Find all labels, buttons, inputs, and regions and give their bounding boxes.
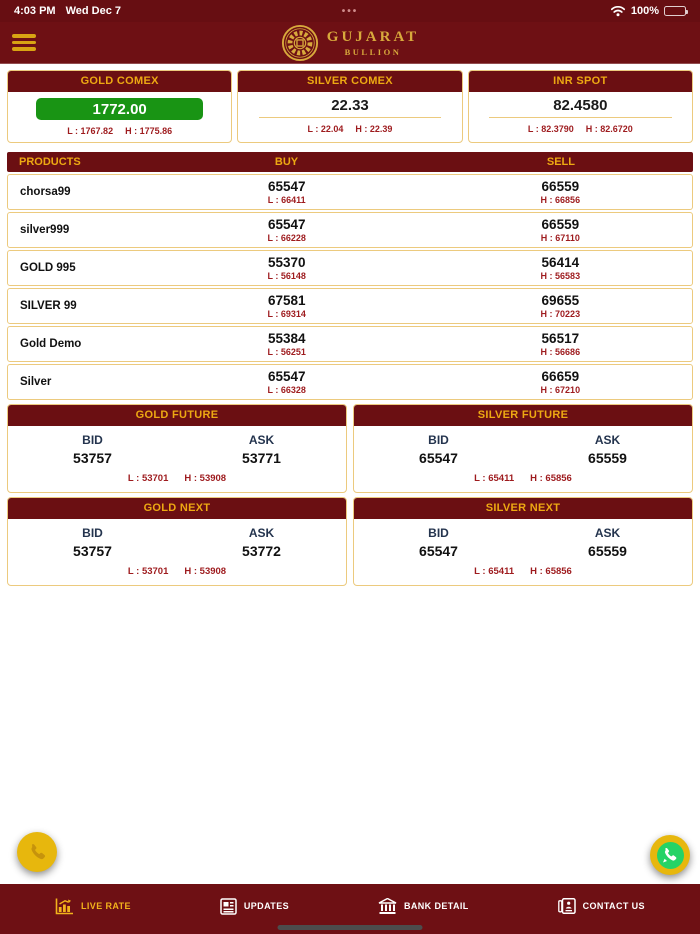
products-table — [7, 152, 693, 400]
table-row[interactable] — [7, 288, 693, 324]
low-value: L : 22.04 — [307, 124, 344, 134]
product-name: chorsa99 — [20, 186, 71, 198]
battery-percent: 100% — [630, 5, 659, 17]
bid-label: BID — [82, 526, 103, 540]
sell-value: 56517 — [541, 331, 580, 347]
gold-comex-card — [7, 70, 232, 143]
sell-value: 66659 — [541, 369, 580, 385]
bank-building-icon — [378, 898, 397, 915]
high-value: H : 53908 — [184, 473, 227, 484]
sell-value: 66559 — [541, 179, 580, 195]
brand-name: GUJARAT — [326, 28, 420, 45]
bottom-navigation — [0, 884, 700, 934]
buy-value: 65547 — [267, 179, 306, 195]
nav-label: LIVE RATE — [81, 901, 131, 911]
col-buy: BUY — [274, 156, 299, 168]
status-date: Wed Dec 7 — [65, 5, 122, 17]
nav-label: BANK DETAIL — [403, 901, 469, 911]
silver-comex-value: 22.33 — [259, 97, 442, 118]
ask-label: ASK — [248, 433, 275, 447]
product-name: GOLD 995 — [20, 262, 76, 274]
nav-bank-detail[interactable] — [378, 898, 469, 915]
high-value: H : 1775.86 — [125, 126, 173, 136]
nav-live-rate[interactable] — [55, 898, 131, 915]
card-title: GOLD FUTURE — [8, 405, 346, 426]
bid-value: 53757 — [73, 450, 112, 466]
buy-low: L : 66228 — [267, 232, 306, 243]
buy-low: L : 66328 — [267, 384, 306, 395]
high-value: H : 22.39 — [355, 124, 393, 134]
future-cards-row — [7, 404, 693, 493]
whatsapp-button[interactable] — [650, 835, 690, 875]
card-title: GOLD NEXT — [8, 498, 346, 519]
nav-updates[interactable] — [220, 898, 289, 915]
sell-value: 66559 — [541, 217, 580, 233]
table-row[interactable] — [7, 364, 693, 400]
high-value: H : 53908 — [184, 566, 227, 577]
silver-future-card — [353, 404, 693, 493]
bid-value: 53757 — [73, 543, 112, 559]
product-name: Gold Demo — [20, 338, 82, 350]
card-title: SILVER NEXT — [354, 498, 692, 519]
buy-value: 65547 — [267, 217, 306, 233]
low-value: L : 65411 — [474, 566, 515, 577]
ask-label: ASK — [248, 526, 275, 540]
sell-high: H : 66856 — [540, 194, 581, 205]
multitasking-dots-icon: ••• — [341, 6, 359, 17]
product-name: silver999 — [20, 224, 70, 236]
buy-low: L : 56251 — [267, 346, 306, 357]
battery-icon — [664, 6, 686, 16]
products-table-header — [7, 152, 693, 172]
ask-value: 53772 — [242, 543, 281, 559]
updates-newspaper-icon — [220, 898, 237, 915]
call-button[interactable] — [17, 832, 57, 872]
sell-value: 56414 — [541, 255, 580, 271]
low-value: L : 65411 — [474, 473, 515, 484]
status-time: 4:03 PM — [14, 5, 56, 17]
inr-spot-value: 82.4580 — [489, 97, 672, 118]
whatsapp-icon — [657, 842, 684, 869]
ask-value: 65559 — [588, 543, 627, 559]
live-rate-chart-icon — [55, 898, 74, 915]
silver-next-card — [353, 497, 693, 586]
ask-value: 53771 — [242, 450, 281, 466]
low-value: L : 53701 — [127, 473, 169, 484]
contact-card-icon — [558, 898, 576, 914]
gujarat-bullion-emblem-icon — [281, 24, 319, 62]
buy-value: 55384 — [267, 331, 306, 347]
card-title: SILVER COMEX — [238, 71, 461, 92]
comex-cards-row — [7, 70, 693, 143]
gold-future-card — [7, 404, 347, 493]
sell-value: 69655 — [541, 293, 580, 309]
gold-comex-value: 1772.00 — [36, 98, 203, 120]
high-value: H : 65856 — [530, 566, 572, 577]
status-bar — [0, 0, 700, 22]
product-name: SILVER 99 — [20, 300, 77, 312]
sell-high: H : 70223 — [540, 308, 581, 319]
gold-next-card — [7, 497, 347, 586]
ask-label: ASK — [594, 526, 621, 540]
inr-spot-card — [468, 70, 693, 143]
nav-contact-us[interactable] — [558, 898, 645, 914]
col-products: PRODUCTS — [19, 156, 81, 168]
next-cards-row — [7, 497, 693, 586]
brand-subtitle: BULLION — [344, 46, 402, 57]
silver-comex-card — [237, 70, 462, 143]
bid-label: BID — [428, 526, 449, 540]
ask-value: 65559 — [588, 450, 627, 466]
phone-icon — [28, 843, 47, 862]
table-row[interactable] — [7, 326, 693, 362]
high-value: H : 65856 — [530, 473, 572, 484]
table-row[interactable] — [7, 250, 693, 286]
col-sell: SELL — [546, 156, 575, 168]
buy-low: L : 69314 — [267, 308, 306, 319]
sell-high: H : 56583 — [540, 270, 581, 281]
app-header — [0, 22, 700, 64]
low-value: L : 1767.82 — [67, 126, 114, 136]
buy-value: 65547 — [267, 369, 306, 385]
buy-value: 55370 — [267, 255, 306, 271]
home-indicator[interactable] — [278, 925, 423, 930]
card-title: GOLD COMEX — [8, 71, 231, 92]
buy-low: L : 56148 — [267, 270, 306, 281]
ask-label: ASK — [594, 433, 621, 447]
bid-label: BID — [428, 433, 449, 447]
nav-label: UPDATES — [243, 901, 290, 911]
sell-high: H : 56686 — [540, 346, 581, 357]
nav-label: CONTACT US — [582, 901, 645, 911]
bid-value: 65547 — [419, 450, 458, 466]
high-value: H : 82.6720 — [585, 124, 633, 134]
bid-value: 65547 — [419, 543, 458, 559]
sell-high: H : 67110 — [540, 232, 580, 243]
low-value: L : 53701 — [127, 566, 169, 577]
card-title: SILVER FUTURE — [354, 405, 692, 426]
buy-value: 67581 — [267, 293, 306, 309]
table-row[interactable] — [7, 212, 693, 248]
bid-label: BID — [82, 433, 103, 447]
table-row[interactable] — [7, 174, 693, 210]
brand-logo — [0, 24, 700, 62]
sell-high: H : 67210 — [540, 384, 581, 395]
buy-low: L : 66411 — [267, 194, 306, 205]
low-value: L : 82.3790 — [527, 124, 574, 134]
product-name: Silver — [20, 376, 52, 388]
hamburger-menu-icon[interactable] — [12, 31, 36, 54]
card-title: INR SPOT — [469, 71, 692, 92]
